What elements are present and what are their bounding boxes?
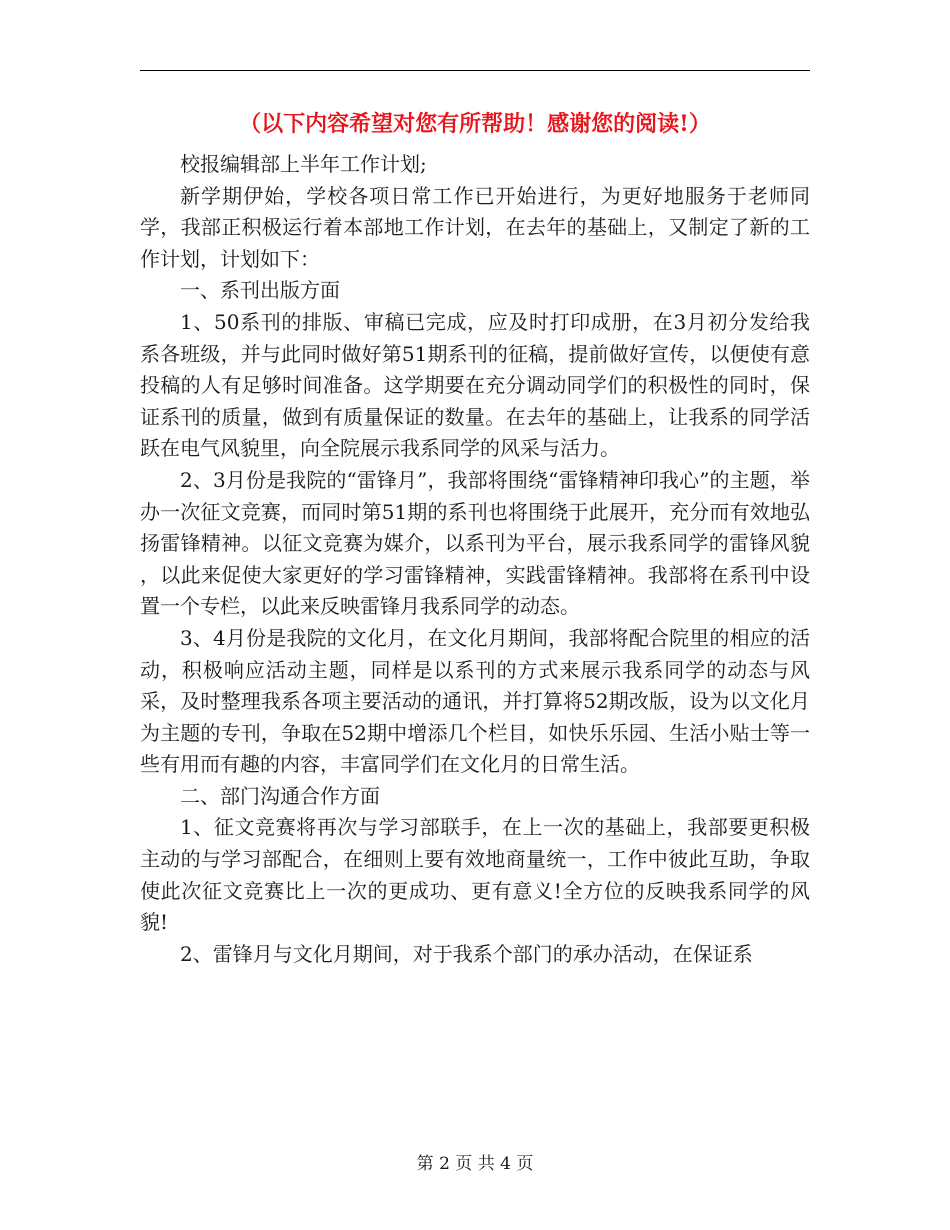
paragraph-intro: 新学期伊始，学校各项日常工作已开始进行，为更好地服务于老师同学，我部正积极运行着本部地工作计划，在去年的基础上，又制定了新的工作计划，计划如下：	[140, 183, 810, 271]
paragraph-item-1: 1、50系刊的排版、审稿已完成，应及时打印成册，在3月初分发给我系各班级，并与此同时做好第51期系刊的征稿，提前做好宣传，以便使有意投稿的人有足够时间准备。这学期要在充分调动同学们的积极性的同时，保证系刊的质量，做到有质量保证的数量。在去年的基础上，让我系的同学活跃在电气风貌里，向全院展示我系同学的风采与活力。	[140, 309, 810, 461]
section-heading-cooperation: 二、部门沟通合作方面	[180, 783, 380, 808]
header-note: （以下内容希望对您有所帮助！感谢您的阅读!）	[239, 111, 711, 137]
paragraph-item-3: 3、4月份是我院的文化月，在文化月期间，我部将配合院里的相应的活动，积极响应活动主题，同样是以系刊的方式来展示我系同学的动态与风采，及时整理我系各项主要活动的通讯，并打算将52期改版，设为以文化月为主题的专刊，争取在52期中增添几个栏目，如快乐乐园、生活小贴士等一些有用而有趣的内容，丰富同学们在文化月的日常生活。	[140, 625, 810, 777]
paragraph-coop-2: 2、雷锋月与文化月期间，对于我系个部门的承办活动，在保证系	[180, 941, 753, 966]
paragraph-item-2: 2、3月份是我院的“雷锋月”，我部将围绕“雷锋精神印我心”的主题，举办一次征文竞赛，而同时第51期的系刊也将围绕于此展开，充分而有效地弘扬雷锋精神。以征文竞赛为媒介，以系刊为平台，展示我系同学的雷锋风貌 ，以此来促使大家更好的学习雷锋精神，实践雷锋精神。我部将在系刊中设置一个专栏，以此来反映雷锋月我系同学的动态。	[140, 467, 810, 619]
section-heading-publication: 一、系刊出版方面	[180, 278, 340, 303]
paragraph-coop-1: 1、征文竞赛将再次与学习部联手，在上一次的基础上，我部要更积极主动的与学习部配合，在细则上要有效地商量统一，工作中彼此互助，争取使此次征文竞赛比上一次的更成功、更有意义!全方位的反映我系同学的风貌!	[140, 815, 810, 935]
top-rule	[140, 70, 810, 71]
page-footer: 第 2 页 共 4 页	[416, 1154, 534, 1174]
paragraph-title: 校报编辑部上半年工作计划;	[180, 152, 427, 176]
document-body	[140, 149, 810, 970]
